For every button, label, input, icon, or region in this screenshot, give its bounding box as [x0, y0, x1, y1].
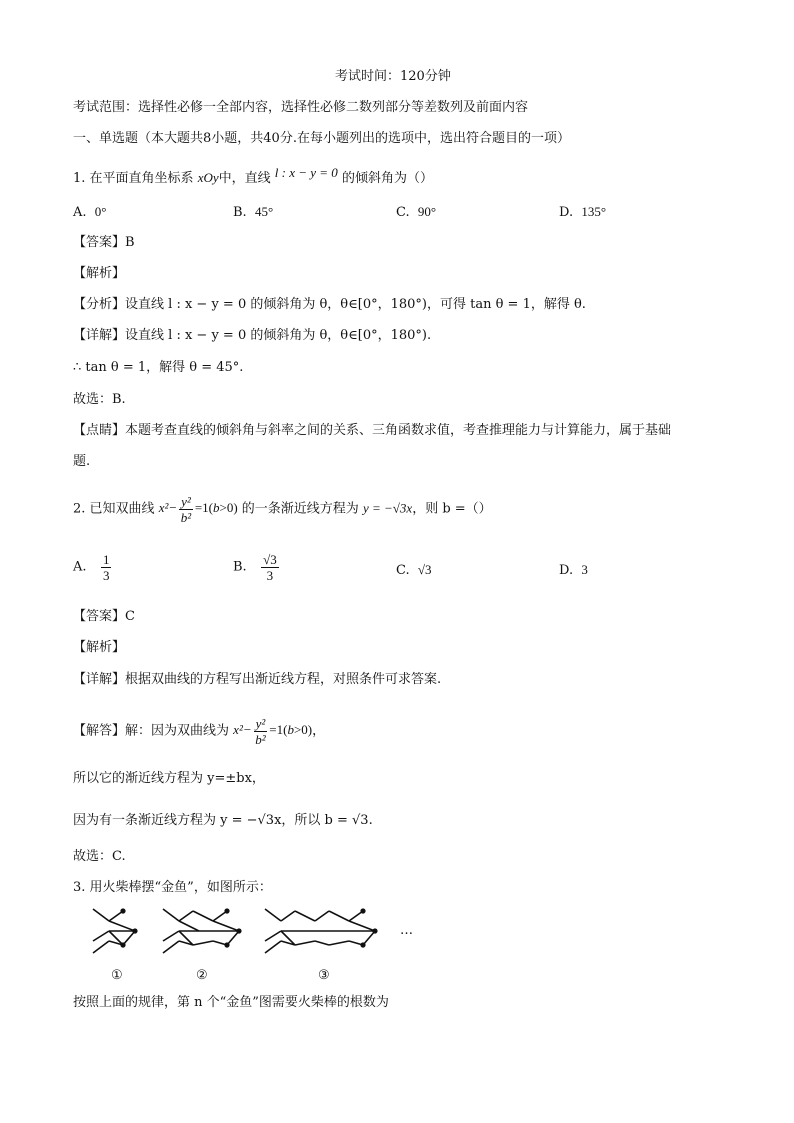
q1-analysis-tag: 【解析】 — [73, 266, 126, 281]
q1-choose: 故选：B. — [73, 392, 126, 407]
q2-analysis-tag: 【解析】 — [73, 640, 126, 655]
q2-so-line: 所以它的渐近线方程为 y=±bx， — [73, 771, 265, 786]
q1-fenxi: 【分析】设直线 l : x − y = 0 的倾斜角为 θ，θ∈[0°，180°)，可得 tan θ = 1，解得 θ. — [73, 297, 586, 312]
q2-hyperbola-equation: x²− $\frac{\text{y²}}{\text{b²}}$ =1(b>0) — [158, 494, 238, 525]
q2-because-line: 因为有一条渐近线方程为 y = −√3x，所以 b = √3. — [73, 813, 373, 828]
q1-stem — [73, 165, 433, 188]
q2-option-a: A. $\frac{1}{3}$ — [73, 552, 110, 583]
q2-stem — [73, 494, 492, 525]
figure-label-1: ① — [111, 968, 123, 983]
q1-tail: 的倾斜角为（） — [341, 171, 433, 186]
section-title: 一、单选题（本大题共8小题，共40分.在每小题列出的选项中，选出符合题目的一项） — [73, 131, 570, 146]
goldfish-figure-3 — [265, 909, 377, 953]
q1-dianjing-cont: 题. — [73, 454, 91, 469]
q1-option-b: B. 45° — [233, 204, 274, 220]
q2-choose: 故选：C. — [73, 849, 126, 864]
q1-option-a: A. 0° — [73, 204, 107, 220]
figure-ellipsis: … — [400, 923, 413, 938]
q1-option-c: C. 90° — [396, 204, 437, 220]
q2-lead: 2. 已知双曲线 — [73, 501, 155, 517]
q2-eq-tail: 的一条渐近线方程为 — [241, 501, 359, 517]
goldfish-matchstick-figure — [85, 905, 445, 975]
q1-mid: 中，直线 — [218, 171, 271, 186]
q2-answer: 【答案】C — [73, 609, 135, 624]
q1-option-d: D. 135° — [559, 204, 607, 220]
q2-option-c: C. √3 — [396, 562, 432, 578]
q3-stem: 3. 用火柴棒摆“金鱼”，如图所示： — [73, 880, 272, 895]
q1-lead: 1. 在平面直角坐标系 — [73, 171, 194, 186]
goldfish-figure-2 — [163, 909, 241, 953]
q1-answer: 【答案】B — [73, 235, 135, 250]
q2-tail: ，则 b =（） — [412, 501, 492, 517]
q3-question: 按照上面的规律，第 n 个“金鱼”图需要火柴棒的根数为 — [73, 995, 389, 1010]
q2-asymptote: y = −√3x — [362, 500, 413, 516]
q2-xiangjie: 【详解】根据双曲线的方程写出渐近线方程，对照条件可求答案. — [73, 672, 442, 687]
exam-time: 考试时间：120分钟 — [335, 69, 451, 84]
q1-line-equation: l : x − y = 0 — [274, 165, 338, 180]
exam-scope: 考试范围：选择性必修一全部内容，选择性必修二数列部分等差数列及前面内容 — [73, 100, 529, 115]
q1-step: ∴ tan θ = 1，解得 θ = 45°. — [73, 360, 244, 375]
q1-dianjing: 【点睛】本题考查直线的倾斜角与斜率之间的关系、三角函数求值，考查推理能力与计算能力，属于基础 — [73, 423, 672, 438]
q1-coordinate-system: xOy — [197, 170, 219, 185]
figure-label-2: ② — [196, 968, 208, 983]
q2-option-d: D. 3 — [559, 562, 588, 578]
figure-label-3: ③ — [318, 968, 330, 983]
q1-xiangjie: 【详解】设直线 l : x − y = 0 的倾斜角为 θ，θ∈[0°，180°). — [73, 328, 432, 343]
q2-option-b: B. $\frac{√3}{3}$ — [233, 552, 277, 583]
goldfish-figure-1 — [93, 909, 137, 953]
q2-jieda: 【解答】解：因为双曲线为 x²− $\frac{\text{y²}}{\text{b²}}$ =1(b>0)， — [73, 716, 326, 747]
